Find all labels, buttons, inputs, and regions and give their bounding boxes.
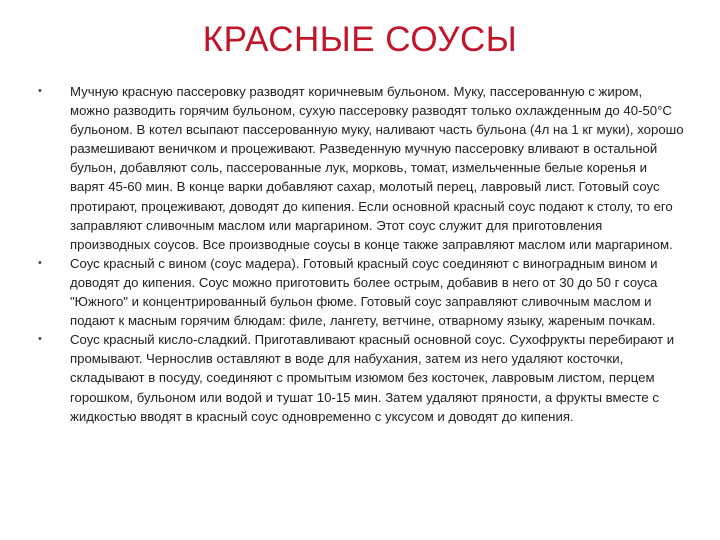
slide-title: КРАСНЫЕ СОУСЫ [202, 20, 518, 59]
bullet-text: Соус красный кисло-сладкий. Приготавливают красный основной соус. Сухофрукты перебирают и промывают. Чернослив оставляют в воде для набухания, затем из него удаляют косточки, складывают в посуду, соединяют с промытым изюмом без косточек, лавровым листом, перцем горошком, бульоном или водой и тушат 10-15 мин. Затем удаляют пряности, а фрукты вместе с жидкостью вводят в красный соус одновременно с уксусом и доводят до кипения. [70, 332, 675, 424]
bullet-icon: • [38, 256, 42, 269]
bullet-text: Соус красный с вином (соус мадера). Готовый красный соус соединяют с виноградным вином и доводят до кипения. Соус можно приготовить более острым, добавив в него от 30 до 50 г соуса "Южного" и концентрированный бульон фюме. Готовый соус заправляют сливочным маслом и подают к масным горячим блюдам: филе, лангету, ветчине, отварному языку, жареным почкам. [70, 255, 658, 329]
bullet-item-1 [38, 82, 684, 254]
bullet-item-2 [38, 254, 684, 330]
bullet-icon: • [38, 333, 42, 346]
bullet-item-3 [38, 330, 684, 425]
bullet-icon: • [38, 85, 42, 97]
bullet-text: Мучную красную пассеровку разводят коричневым бульоном. Муку, пассерованную с жиром, можно разводить горячим бульоном, сухую пассеровку разводят только охлажденным до 40-50°С бульоном. В котел всыпают пассерованную муку, наливают часть бульона (4л на 1 кг муки), хорошо размешивают веничком и процеживают. Разведенную мучную пассеровку вливают в остальной бульон, добавляют соль, пассерованные лук, морковь, томат, измельченные белые коренья и варят 45-60 мин. В конце варки добавляют сахар, молотый перец, лавровый лист. Готовый соус протирают, процеживают, доводят до кипения. Если основной красный соус подают к столу, то его заправляют сливочным маслом или маргарином. Этот соус служит для приготовления производных соусов. Все производные соусы в конце также заправляют маслом или маргарином. [70, 84, 684, 252]
bullet-list [38, 82, 684, 426]
